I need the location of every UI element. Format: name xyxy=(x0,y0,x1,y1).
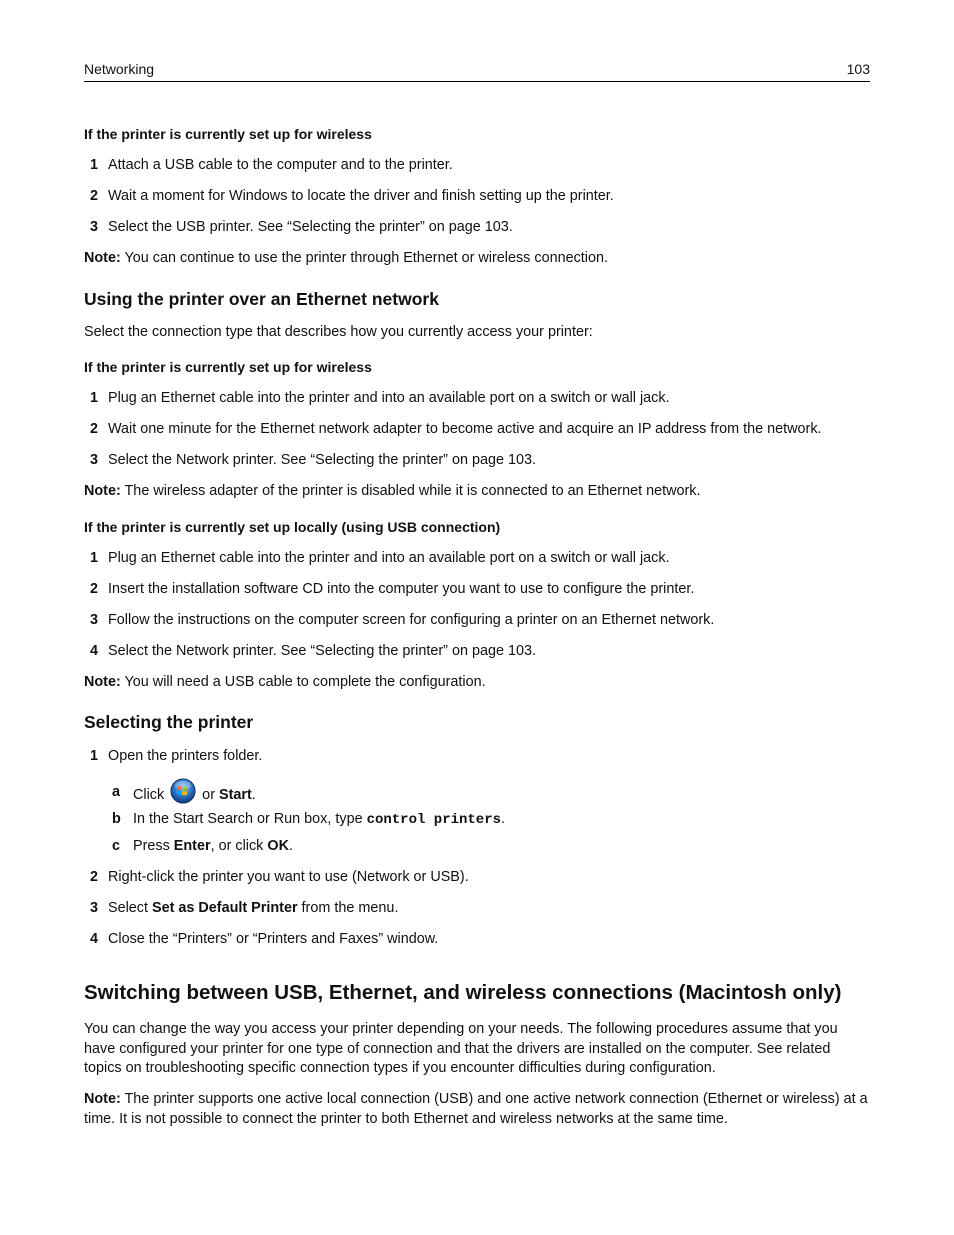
step-pre: Select xyxy=(108,900,152,916)
body-paragraph: You can change the way you access your printer depending on your needs. The following procedures assume that you have configured your printer for one type of connection and that the drivers are installed on the computer. See related topics on troubleshooting specific connection types if you encounter difficulties during configuration. xyxy=(84,1021,838,1077)
command-code: control printers xyxy=(366,812,501,828)
sub-step-pre: In the Start Search or Run box, type xyxy=(133,811,367,827)
subheading-wireless-usb: If the printer is currently set up for wireless xyxy=(84,126,372,142)
step-text: Select the USB printer. See “Selecting the printer” on page 103. xyxy=(108,219,513,235)
page-header xyxy=(84,61,870,82)
note-label: Note: xyxy=(84,250,121,266)
sub-step-post: . xyxy=(251,786,256,803)
note xyxy=(84,1090,870,1129)
step-number: 2 xyxy=(90,421,99,437)
step-text: Open the printers folder. xyxy=(108,748,263,764)
step-text: Plug an Ethernet cable into the printer and into an available port on a switch or wall jack. xyxy=(108,550,670,566)
step-post: from the menu. xyxy=(297,900,399,916)
note-text: You can continue to use the printer through Ethernet or wireless connection. xyxy=(120,250,608,266)
intro-text: Select the connection type that describes how you currently access your printer: xyxy=(84,324,593,340)
page-number: 103 xyxy=(846,61,870,77)
note-text: The wireless adapter of the printer is disabled while it is connected to an Ethernet network. xyxy=(120,483,701,499)
step-text: Wait a moment for Windows to locate the driver and finish setting up the printer. xyxy=(108,188,614,204)
note-label: Note: xyxy=(84,1091,121,1107)
step-number: 3 xyxy=(90,612,99,628)
step-number: 2 xyxy=(90,869,99,885)
note-label: Note: xyxy=(84,674,121,690)
step-number: 4 xyxy=(90,643,99,659)
step-number: 3 xyxy=(90,900,99,916)
step-text: Select the Network printer. See “Selecting the printer” on page 103. xyxy=(108,452,536,468)
sub-step-pre: Press xyxy=(133,838,174,854)
step-text: Plug an Ethernet cable into the printer and into an available port on a switch or wall jack. xyxy=(108,390,670,406)
sub-step-post: . xyxy=(501,811,505,827)
step-text: Select the Network printer. See “Selecting the printer” on page 103. xyxy=(108,643,536,659)
step-text: Attach a USB cable to the computer and to the printer. xyxy=(108,157,453,173)
step-text xyxy=(108,898,398,918)
step-number: 3 xyxy=(90,219,99,235)
step-text: Insert the installation software CD into the computer you want to use to configure the printer. xyxy=(108,581,695,597)
note xyxy=(84,672,486,692)
step-number: 4 xyxy=(90,931,99,947)
step-text: Follow the instructions on the computer screen for configuring a printer on an Ethernet network. xyxy=(108,612,715,628)
sub-step-letter: a xyxy=(112,784,121,800)
step-text: Right-click the printer you want to use (Network or USB). xyxy=(108,869,469,885)
step-number: 1 xyxy=(90,550,99,566)
step-number: 2 xyxy=(90,188,99,204)
step-number: 1 xyxy=(90,748,99,764)
sub-step-text xyxy=(133,836,293,856)
subheading-ethernet-wireless: If the printer is currently set up for wireless xyxy=(84,359,372,375)
sub-step-post: . xyxy=(288,838,293,854)
step-number: 3 xyxy=(90,452,99,468)
step-number: 1 xyxy=(90,390,99,406)
note-text: You will need a USB cable to complete the configuration. xyxy=(120,674,486,690)
step-text: Close the “Printers” or “Printers and Faxes” window. xyxy=(108,931,439,947)
section-name: Networking xyxy=(84,61,155,77)
sub-step-pre: Click xyxy=(133,786,169,803)
sub-step-mid: or xyxy=(198,786,219,803)
sub-step-letter: c xyxy=(112,838,121,854)
sub-step-text xyxy=(133,782,256,808)
sub-step-letter: b xyxy=(112,811,121,827)
note xyxy=(84,248,608,268)
ok-label: OK xyxy=(267,838,289,854)
step-number: 2 xyxy=(90,581,99,597)
sub-step-text xyxy=(133,809,505,830)
step-number: 1 xyxy=(90,157,99,173)
section-heading-selecting: Selecting the printer xyxy=(84,712,254,732)
sub-step-mid: , or click xyxy=(210,838,268,854)
subheading-ethernet-usb: If the printer is currently set up locally (using USB connection) xyxy=(84,519,501,535)
note-label: Note: xyxy=(84,483,121,499)
start-label: Start xyxy=(218,786,252,803)
step-text: Wait one minute for the Ethernet network adapter to become active and acquire an IP address from the network. xyxy=(108,421,822,437)
enter-label: Enter xyxy=(173,838,211,854)
menu-item-label: Set as Default Printer xyxy=(152,900,298,916)
windows-start-orb-icon xyxy=(170,778,196,804)
section-heading-ethernet: Using the printer over an Ethernet network xyxy=(84,289,439,309)
note xyxy=(84,481,700,501)
note-text: The printer supports one active local connection (USB) and one active network connection (Ethernet or wireless) at a time. It is not possible to connect the printer to both Ethernet and wireless networks at the same time. xyxy=(84,1091,868,1127)
section-heading-switching: Switching between USB, Ethernet, and wireless connections (Macintosh only) xyxy=(84,981,842,1004)
